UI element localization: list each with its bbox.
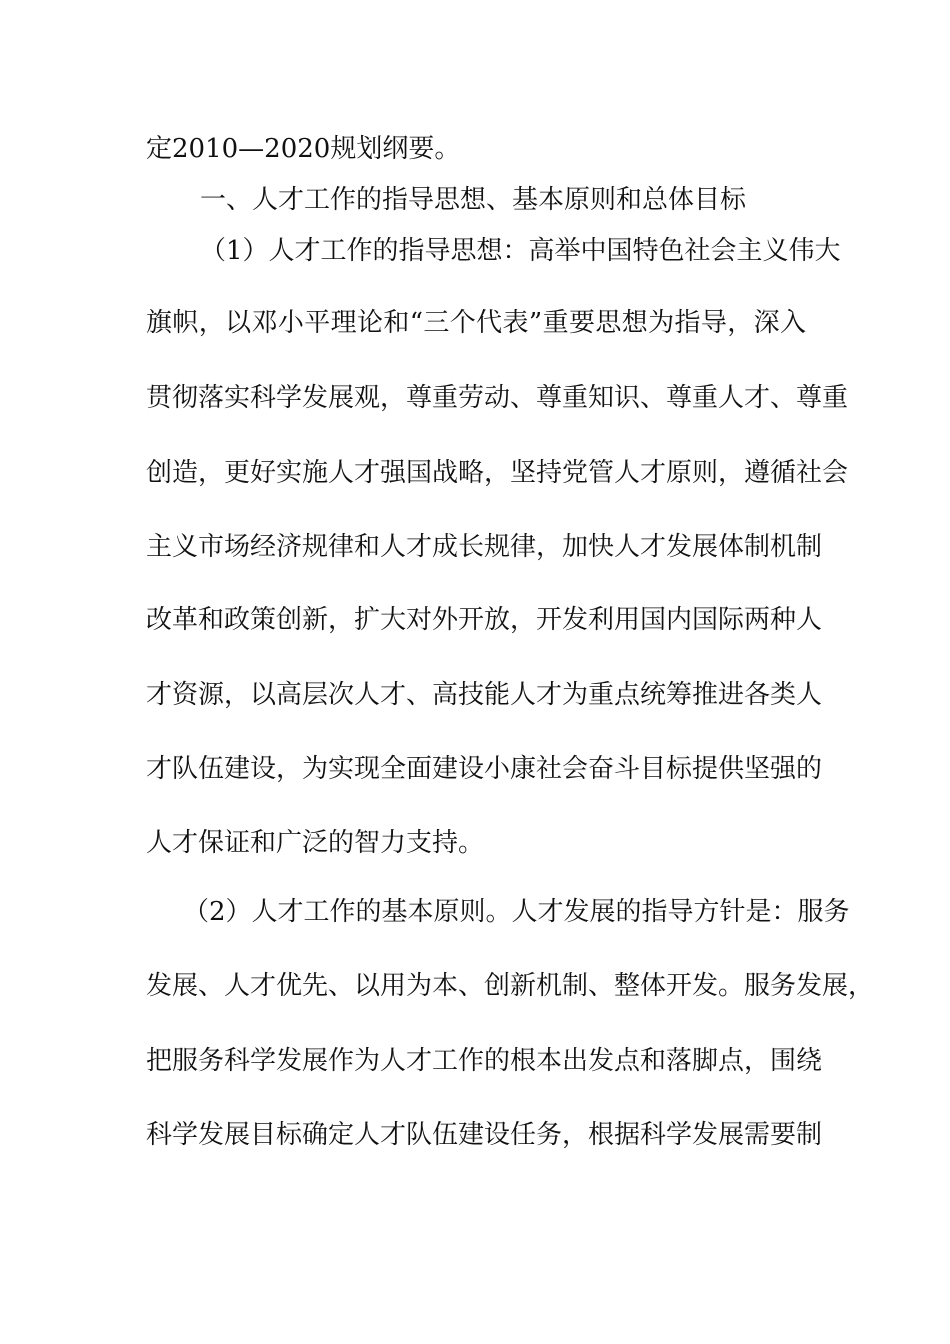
text-line-8: 改革和政策创新，扩大对外开放，开发利用国内国际两种人 — [146, 605, 823, 635]
text-line-5: 贯彻落实科学发展观，尊重劳动、尊重知识、尊重人才、尊重 — [146, 383, 849, 413]
text-line-6: 创造，更好实施人才强国战略，坚持党管人才原则，遵循社会 — [146, 458, 849, 488]
text-line-7: 主义市场经济规律和人才成长规律，加快人才发展体制机制 — [146, 532, 823, 562]
text-line-14: 把服务科学发展作为人才工作的根本出发点和落脚点，围绕 — [146, 1046, 823, 1076]
text-line-9: 才资源，以高层次人才、高技能人才为重点统筹推进各类人 — [146, 680, 823, 710]
text-line-4: 旗帜，以邓小平理论和“三个代表”重要思想为指导，深入 — [146, 308, 806, 338]
text-line-11: 人才保证和广泛的智力支持。 — [146, 828, 485, 858]
text-line-13: 发展、人才优先、以用为本、创新机制、整体开发。服务发展， — [146, 971, 875, 1001]
text-line-15: 科学发展目标确定人才队伍建设任务，根据科学发展需要制 — [146, 1120, 823, 1150]
text-line-12: （2）人才工作的基本原则。人才发展的指导方针是：服务 — [183, 897, 850, 927]
text-line-3: （1）人才工作的指导思想：高举中国特色社会主义伟大 — [200, 236, 841, 266]
section-heading: 一、人才工作的指导思想、基本原则和总体目标 — [200, 185, 747, 215]
text-line-10: 才队伍建设，为实现全面建设小康社会奋斗目标提供坚强的 — [146, 754, 823, 784]
text-line-1: 定2010—2020规划纲要。 — [146, 134, 461, 164]
